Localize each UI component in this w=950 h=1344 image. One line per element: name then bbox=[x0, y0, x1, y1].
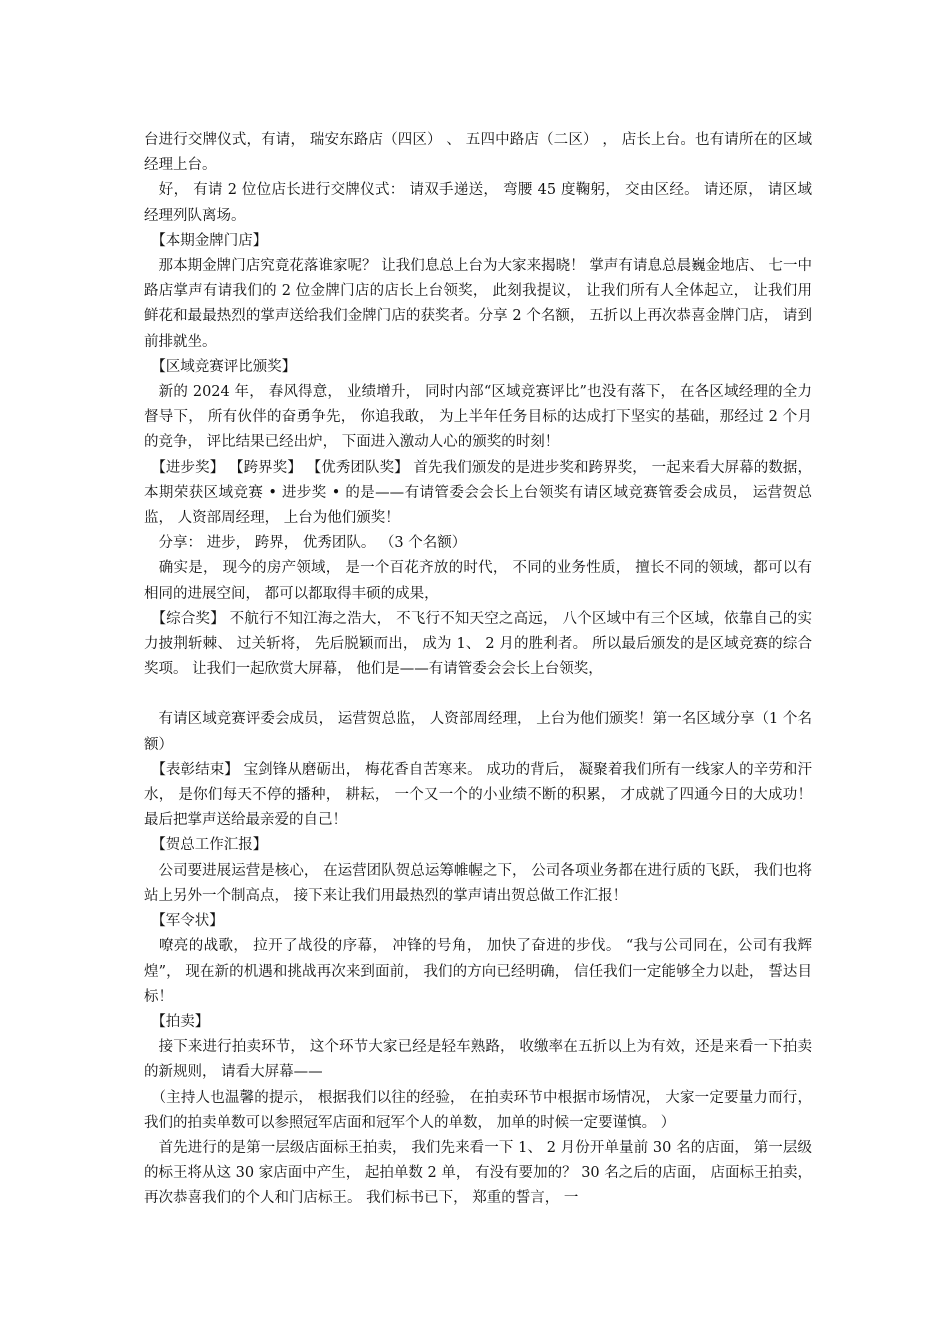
paragraph-military-order: 嘹亮的战歌， 拉开了战役的序幕， 冲锋的号角， 加快了奋进的步伐。 “我与公司同在，公司有我辉煌”， 现在新的机遇和挑战再次来到面前， 我们的方向已经明确， 信任我们一定能够全力以赴， 誓达目标！ bbox=[144, 938, 812, 1005]
paragraph-auction-first-level: 首先进行的是第一层级店面标王拍卖， 我们先来看一下 1、 2 月份开单量前 30 名的店面， 第一层级的标王将从这 30 家店面中产生， 起拍单数 2 单， 有没有要加的？ 30 名之后的店面， 店面标王拍卖，再次恭喜我们的个人和门店标王。 我们标书已下， 郑重的誓言， 一 bbox=[144, 1139, 812, 1207]
paragraph-handover-ceremony: 台进行交牌仪式，有请， 瑞安东路店（四区） 、 五四中路店（二区） ， 店长上台。也有请所在的区域经理上台。 bbox=[144, 132, 812, 174]
paragraph-auction-tip: （主持人也温馨的提示， 根据我们以往的经验， 在拍卖环节中根据市场情况， 大家一定要量力而行， 我们的拍卖单数可以参照冠军店面和冠军个人的单数， 加单的时候一定要谨慎。 ） bbox=[144, 1089, 812, 1131]
paragraph-overall-award: 【综合奖】 不航行不知江海之浩大， 不飞行不知天空之高远， 八个区域中有三个区域，依靠自己的实力披荆斩棘、 过关斩将， 先后脱颖而出， 成为 1、 2 月的胜利者。 所以最后颁发的是区域竞赛的综合奖项。 让我们一起欣赏大屏幕， 他们是——有请管委会会长上台领奖， bbox=[144, 610, 812, 678]
paragraph-gold-store: 那本期金牌门店究竟花落谁家呢？ 让我们息总上台为大家来揭晓！ 掌声有请息总晨巍金地店、 七一中路店掌声有请我们的 2 位金牌门店的店长上台领奖， 此刻我提议， 让我们所有人全体起立， 让我们用鲜花和最最热烈的掌声送给我们金牌门店的获奖者。分享 2 个名额， 五折以上再次恭喜金牌门店， 请到前排就坐。 bbox=[144, 258, 812, 350]
paragraph-regional-competition: 新的 2024 年， 春风得意， 业绩增升， 同时内部“区域竞赛评比”也没有落下， 在各区域经理的全力督导下， 所有伙伴的奋勇争先， 你追我敢， 为上半年任务目标的达成打下坚实的基础，那经过 2 个月的竞争， 评比结果已经出炉， 下面进入激动人心的颁奖的时刻！ bbox=[144, 384, 812, 451]
heading-regional-competition: 【区域竞赛评比颁奖】 bbox=[144, 358, 297, 375]
paragraph-share-progress: 分享： 进步， 跨界， 优秀团队。 （3 个名额） bbox=[144, 535, 467, 552]
blank-line bbox=[144, 682, 812, 707]
paragraph-real-estate: 确实是， 现今的房产领域， 是一个百花齐放的时代， 不同的业务性质， 擅长不同的领域，都可以有相同的进展空间， 都可以都取得丰硕的成果， bbox=[144, 560, 812, 602]
heading-military-order: 【军令状】 bbox=[144, 913, 224, 930]
paragraph-committee-award: 有请区域竞赛评委会成员， 运营贺总监， 人资部周经理， 上台为他们颁奖！第一名区域分享（1 个名额） bbox=[144, 711, 812, 753]
paragraph-work-report: 公司要进展运营是核心， 在运营团队贺总运筹帷幄之下， 公司各项业务都在进行质的飞跃， 我们也将站上另外一个制高点， 接下来让我们用最热烈的掌声请出贺总做工作汇报！ bbox=[144, 862, 812, 904]
paragraph-progress-award: 【进步奖】 【跨界奖】 【优秀团队奖】 首先我们颁发的是进步奖和跨界奖， 一起来看大屏幕的数据，本期荣获区域竞赛 • 进步奖 • 的是——有请管委会会长上台领奖有请区域竞赛管委会成员， 运营贺总监， 人资部周经理， 上台为他们颁奖！ bbox=[144, 459, 812, 527]
heading-auction: 【拍卖】 bbox=[144, 1013, 210, 1030]
paragraph-handover-steps: 好， 有请 2 位位店长进行交牌仪式： 请双手递送， 弯腰 45 度鞠躬， 交由区经。 请还原， 请区域经理列队离场。 bbox=[144, 182, 812, 224]
heading-work-report: 【贺总工作汇报】 bbox=[144, 837, 268, 854]
heading-gold-store: 【本期金牌门店】 bbox=[144, 232, 268, 249]
paragraph-auction-intro: 接下来进行拍卖环节， 这个环节大家已经是轻车熟路， 收缴率在五折以上为有效，还是来看一下拍卖的新规则， 请看大屏幕—— bbox=[144, 1039, 812, 1081]
document-body bbox=[144, 128, 812, 1212]
paragraph-commendation-end: 【表彰结束】 宝剑锋从磨砺出， 梅花香自苦寒来。 成功的背后， 凝聚着我们所有一线家人的辛劳和汗水， 是你们每天不停的播种， 耕耘， 一个又一个的小业绩不断的积累， 才成就了四通今日的大成功！ 最后把掌声送给最亲爱的自己！ bbox=[144, 761, 812, 829]
